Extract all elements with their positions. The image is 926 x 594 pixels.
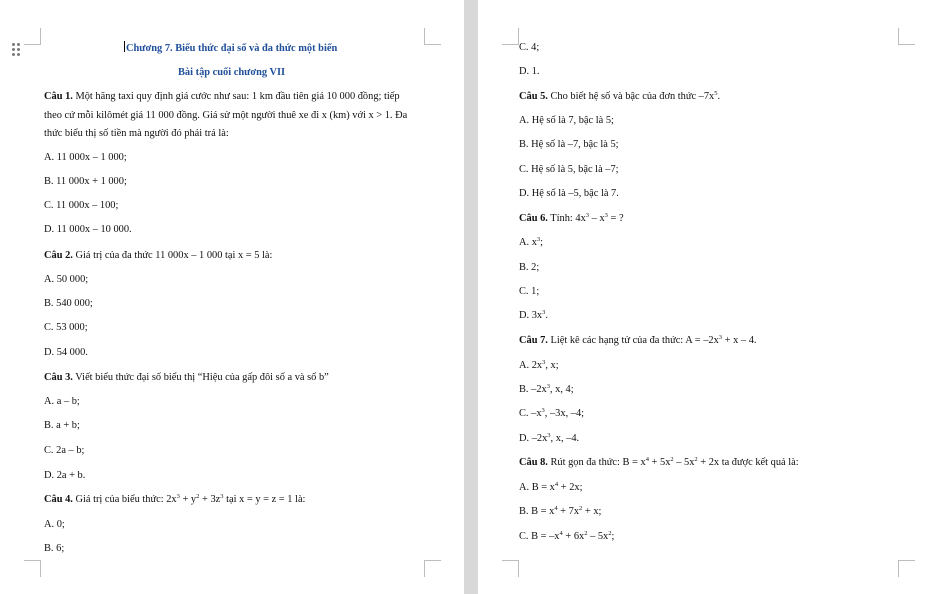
q6-option-d: D. $3x^3$. bbox=[519, 309, 548, 321]
q7-option-d: D. $-2x^3$, x, –4. bbox=[519, 432, 580, 444]
q8-option-a: A. $B = x^4 + 2x$; bbox=[519, 481, 583, 493]
page-gutter bbox=[464, 0, 478, 594]
q4-option-c: C. 4; bbox=[519, 42, 540, 53]
q1-option-a: A. 11 000x – 1 000; bbox=[44, 152, 127, 163]
q6-option-b: B. 2; bbox=[519, 262, 540, 273]
crop-mark-top-left bbox=[502, 28, 519, 45]
question-4: Câu 4. Giá trị của biểu thức: $2x^3 + y^2 + 3z^3$ tại x = y = z = 1 là: bbox=[44, 493, 306, 505]
document-page-right[interactable] bbox=[478, 0, 926, 594]
question-7: Câu 7. Liệt kê các hạng tử của đa thức: $A = -2x^3 + x - 4$. bbox=[519, 334, 757, 346]
question-1-line-3: thức biểu thị số tiền mà người đó phải trả là: bbox=[44, 128, 229, 139]
text-cursor bbox=[124, 41, 125, 52]
drag-handle-icon[interactable] bbox=[12, 43, 20, 57]
q1-option-c: C. 11 000x – 100; bbox=[44, 200, 119, 211]
q2-option-d: D. 54 000. bbox=[44, 347, 88, 358]
q7-option-b: B. $-2x^3$, x, 4; bbox=[519, 383, 574, 395]
q4-option-b: B. 6; bbox=[44, 543, 65, 554]
q4-option-d: D. 1. bbox=[519, 66, 540, 77]
q7-option-a: A. $2x^3$, x; bbox=[519, 359, 559, 371]
q3-option-b: B. a + b; bbox=[44, 420, 80, 431]
q1-option-b: B. 11 000x + 1 000; bbox=[44, 176, 127, 187]
crop-mark-bottom-right bbox=[424, 560, 441, 577]
q2-option-a: A. 50 000; bbox=[44, 274, 89, 285]
q5-option-a: A. Hệ số là 7, bậc là 5; bbox=[519, 115, 614, 126]
question-2: Câu 2. Giá trị của đa thức 11 000x – 1 000 tại x = 5 là: bbox=[44, 250, 273, 261]
q2-option-b: B. 540 000; bbox=[44, 298, 93, 309]
question-6: Câu 6. Tính: $4x^3 - x^3$ = ? bbox=[519, 212, 624, 224]
q2-option-c: C. 53 000; bbox=[44, 322, 88, 333]
q8-option-c: C. $B = -x^4 + 6x^2 - 5x^2$; bbox=[519, 530, 615, 542]
q7-option-c: C. $-x^3$, –3x, –4; bbox=[519, 407, 585, 419]
crop-mark-top-left bbox=[24, 28, 41, 45]
q4-option-a: A. 0; bbox=[44, 519, 65, 530]
q5-option-d: D. Hệ số là –5, bậc là 7. bbox=[519, 188, 619, 199]
q3-option-c: C. 2a – b; bbox=[44, 445, 85, 456]
q6-option-c: C. 1; bbox=[519, 286, 540, 297]
crop-mark-bottom-left bbox=[24, 560, 41, 577]
q8-option-b: B. $B = x^4 + 7x^2 + x$; bbox=[519, 505, 602, 517]
q6-option-a: A. $x^3$; bbox=[519, 236, 544, 248]
crop-mark-bottom-left bbox=[502, 560, 519, 577]
section-subtitle: Bài tập cuối chương VII bbox=[178, 67, 286, 78]
q1-option-d: D. 11 000x – 10 000. bbox=[44, 224, 132, 235]
question-1-line-2: theo cứ mỗi kilômét giá 11 000 đồng. Giá sử một người thuê xe đi x (km) với x > 1. Đa bbox=[44, 110, 408, 121]
q5-option-c: C. Hệ số là 5, bậc là –7; bbox=[519, 164, 619, 175]
q3-option-d: D. 2a + b. bbox=[44, 470, 86, 481]
q5-option-b: B. Hệ số là –7, bậc là 5; bbox=[519, 139, 619, 150]
crop-mark-top-right bbox=[424, 28, 441, 45]
crop-mark-bottom-right bbox=[898, 560, 915, 577]
question-5: Câu 5. Cho biết hệ số và bậc của đơn thức $-7x^5$. bbox=[519, 90, 721, 102]
chapter-title: Chương 7. Biểu thức đại số và đa thức một biến bbox=[126, 43, 338, 54]
crop-mark-top-right bbox=[898, 28, 915, 45]
question-1-line-1: Câu 1. Một hãng taxi quy định giá cước như sau: 1 km đầu tiên giá 10 000 đồng; tiếp bbox=[44, 91, 400, 102]
q3-option-a: A. a – b; bbox=[44, 396, 80, 407]
question-8: Câu 8. Rút gọn đa thức: $B = x^4 + 5x^2 - 5x^2 + 2x$ ta được kết quả là: bbox=[519, 456, 799, 468]
question-3: Câu 3. Viết biểu thức đại số biểu thị “Hiệu của gấp đôi số a và số b” bbox=[44, 372, 329, 383]
